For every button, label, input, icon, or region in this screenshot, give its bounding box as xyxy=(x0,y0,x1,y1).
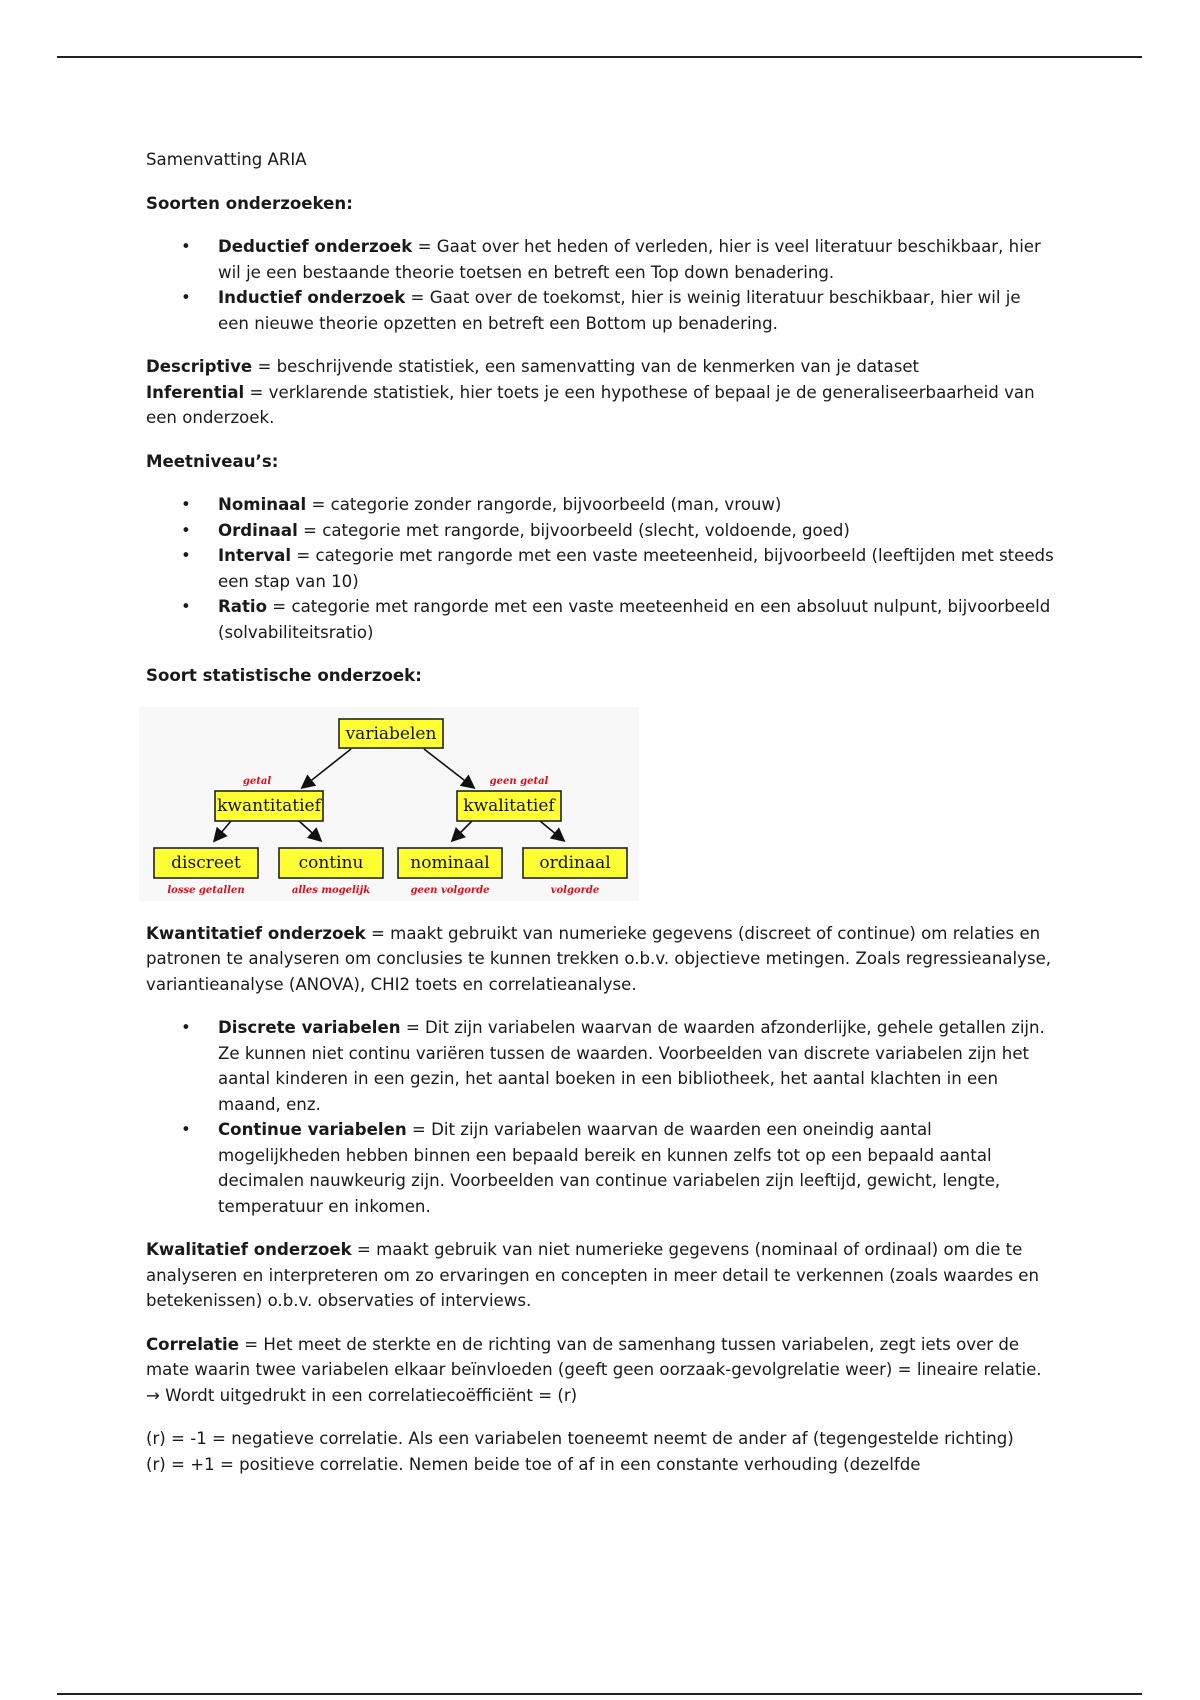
term: Kwantitatief onderzoek xyxy=(146,923,366,943)
definition: = categorie met rangorde met een vaste meeteenheid en een absoluut nulpunt, bijvoorbeeld (solvabiliteitsratio) xyxy=(218,597,1051,642)
document-body xyxy=(146,147,1056,1477)
note-volgorde: volgorde xyxy=(550,884,600,896)
definition: = Dit zijn variabelen waarvan de waarden een oneindig aantal mogelijkheden hebben binnen een bepaald bereik en kunnen zelfs tot op een bepaald aantal decimalen nauwkeurig zijn. Voorbeelden van continue variabelen zijn leeftijd, gewicht, lengte, temperatuur en inkomen. xyxy=(218,1120,1001,1216)
node-kwantitatief-label: kwantitatief xyxy=(217,795,321,816)
list-item xyxy=(146,543,1056,594)
bullet: • xyxy=(181,1018,191,1037)
correlatie-paragraph xyxy=(146,1332,1056,1409)
bullet: • xyxy=(181,1120,191,1139)
term: Ratio xyxy=(218,597,267,616)
node-kwalitatief xyxy=(457,791,561,821)
term: Interval xyxy=(218,546,292,565)
list-item xyxy=(146,1015,1056,1117)
inferential-line xyxy=(146,380,1056,431)
document-title: Samenvatting ARIA xyxy=(146,150,307,169)
term: Deductief onderzoek xyxy=(218,237,413,256)
bullet: • xyxy=(181,495,191,514)
definition: = categorie zonder rangorde, bijvoorbeeld (man, vrouw) xyxy=(306,495,782,514)
term: Descriptive xyxy=(146,357,253,376)
node-variabelen-label: variabelen xyxy=(345,723,437,744)
diagram-svg xyxy=(139,707,639,901)
top-rule xyxy=(57,56,1142,58)
node-variabelen xyxy=(339,719,443,748)
variabelen-diagram xyxy=(139,707,639,901)
heading-soorten-onderzoeken: Soorten onderzoeken: xyxy=(146,193,353,213)
list-meetniveaus xyxy=(146,492,1056,645)
definition: = Dit zijn variabelen waarvan de waarden afzonderlijke, gehele getallen zijn. Ze kunnen niet continu variëren tussen de waarden. Voorbeelden van discrete variabelen zijn het aantal kinderen in een gezin, het aantal boeken in een bibliotheek, het aantal klachten in een maand, enz. xyxy=(218,1018,1045,1114)
list-item xyxy=(146,594,1056,645)
list-soorten-onderzoeken xyxy=(146,234,1056,336)
list-item xyxy=(146,285,1056,336)
heading-meetniveaus: Meetniveau’s: xyxy=(146,451,279,471)
node-ordinaal-label: ordinaal xyxy=(539,852,611,873)
definition: = verklarende statistiek, hier toets je een hypothese of bepaal je de generaliseerbaarheid van een onderzoek. xyxy=(146,382,1035,427)
kwantitatief-paragraph xyxy=(146,921,1056,998)
label-getal: getal xyxy=(242,775,272,787)
definition: = Het meet de sterkte en de richting van de samenhang tussen variabelen, zegt iets over de mate waarin twee variabelen elkaar beïnvloeden (geeft geen oorzaak-gevolgrelatie weer) = lineaire relatie. → Wordt uitgedrukt in een correlatiecoëfficiënt = (r) xyxy=(146,1334,1042,1405)
bullet: • xyxy=(181,597,191,616)
node-ordinaal xyxy=(523,848,627,878)
term: Nominaal xyxy=(218,495,307,514)
definition: = Gaat over de toekomst, hier is weinig literatuur beschikbaar, hier wil je een nieuwe theorie opzetten en betreft een Bottom up benadering. xyxy=(218,288,1021,333)
bullet: • xyxy=(181,288,191,307)
node-continu-label: continu xyxy=(298,852,364,873)
note-geen-volgorde: geen volgorde xyxy=(410,884,490,896)
descriptive-line xyxy=(146,354,1056,380)
list-item xyxy=(146,1117,1056,1219)
list-item xyxy=(146,518,1056,544)
note-losse-getallen: losse getallen xyxy=(167,884,245,896)
term: Inductief onderzoek xyxy=(218,288,406,307)
node-nominaal xyxy=(398,848,502,878)
list-variabelen xyxy=(146,1015,1056,1219)
node-kwantitatief xyxy=(215,791,323,821)
heading-soort-statistische-onderzoek: Soort statistische onderzoek: xyxy=(146,666,422,685)
term: Ordinaal xyxy=(218,520,298,540)
term: Inferential xyxy=(146,382,245,402)
bullet: • xyxy=(181,520,191,540)
term: Correlatie xyxy=(146,1334,239,1354)
term: Kwalitatief onderzoek xyxy=(146,1240,352,1259)
definition: = maakt gebruik van niet numerieke gegevens (nominaal of ordinaal) om die te analyseren en interpreteren om zo ervaringen en concepten in meer detail te verkennen (zoals waardes en betekenissen) o.b.v. observaties of interviews. xyxy=(146,1240,1039,1310)
list-item xyxy=(146,492,1056,518)
definition: = Gaat over het heden of verleden, hier is veel literatuur beschikbaar, hier wil je een bestaande theorie toetsen en betreft een Top down benadering. xyxy=(218,237,1041,282)
definition: = categorie met rangorde, bijvoorbeeld (slecht, voldoende, goed) xyxy=(297,520,850,540)
definition: = categorie met rangorde met een vaste meeteenheid, bijvoorbeeld (leeftijden met steeds een stap van 10) xyxy=(218,546,1054,591)
list-item xyxy=(146,234,1056,285)
label-geen-getal: geen getal xyxy=(489,775,549,787)
term: Continue variabelen xyxy=(218,1120,407,1139)
definition: = maakt gebruikt van numerieke gegevens (discreet of continue) om relaties en patronen te analyseren om conclusies te kunnen trekken o.b.v. objectieve metingen. Zoals regressieanalyse, variantieanalyse (ANOVA), CHI2 toets en correlatieanalyse. xyxy=(146,923,1052,994)
node-nominaal-label: nominaal xyxy=(410,852,490,873)
note-alles-mogelijk: alles mogelijk xyxy=(291,884,371,896)
correlatie-positief: (r) = +1 = positieve correlatie. Nemen beide toe of af in een constante verhouding (dezelfde xyxy=(146,1454,921,1474)
bottom-rule xyxy=(57,1693,1142,1695)
node-discreet xyxy=(154,848,258,878)
bullet: • xyxy=(181,237,191,256)
kwalitatief-paragraph xyxy=(146,1237,1056,1314)
correlatie-negatief: (r) = -1 = negatieve correlatie. Als een variabelen toeneemt neemt de ander af (tegengestelde richting) xyxy=(146,1429,1014,1448)
node-continu xyxy=(279,848,383,878)
node-discreet-label: discreet xyxy=(171,852,241,873)
term: Discrete variabelen xyxy=(218,1018,401,1037)
node-kwalitatief-label: kwalitatief xyxy=(463,795,555,816)
bullet: • xyxy=(181,546,191,565)
definition: = beschrijvende statistiek, een samenvatting van de kenmerken van je dataset xyxy=(252,357,920,376)
